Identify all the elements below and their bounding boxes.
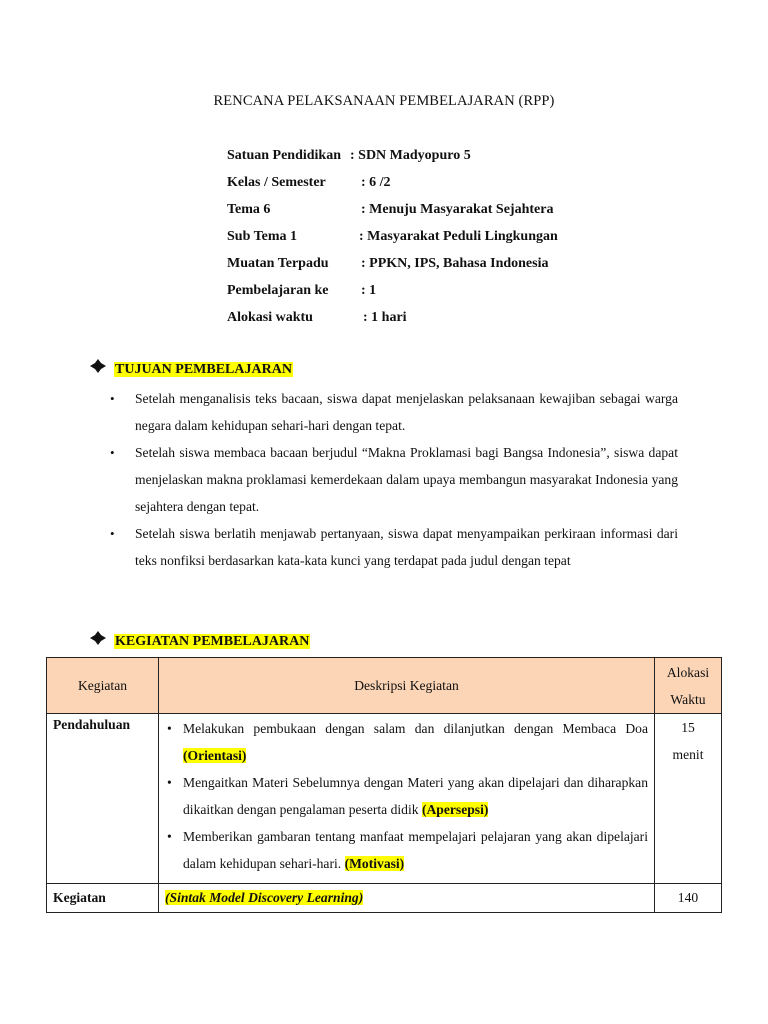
cell-kegiatan: Kegiatan bbox=[47, 884, 159, 913]
bullet-icon: • bbox=[110, 526, 115, 541]
goal-text: Setelah menganalisis teks bacaan, siswa dapat menjelaskan pelaksanaan kewajiban sebagai warga negara dalam kehidupan sehari-hari dengan tepat. bbox=[135, 391, 678, 433]
identity-label: Pembelajaran ke bbox=[227, 283, 329, 298]
identity-label: Tema 6 bbox=[227, 202, 271, 217]
identity-value: : SDN Madyopuro 5 bbox=[350, 148, 471, 163]
column-header-alokasi-line1: Alokasi bbox=[666, 664, 710, 680]
bullet-icon: • bbox=[167, 775, 172, 790]
section-heading-label: KEGIATAN PEMBELAJARAN bbox=[115, 634, 310, 649]
identity-label: Muatan Terpadu bbox=[227, 256, 329, 271]
section-heading-kegiatan bbox=[90, 631, 310, 650]
page-title: RENCANA PELAKSANAAN PEMBELAJARAN (RPP) bbox=[213, 93, 555, 109]
activity-text: Mengaitkan Materi Sebelumnya dengan Materi yang akan dipelajari dan diharapkan dikaitkan dengan pengalaman peserta didik bbox=[183, 775, 648, 817]
identity-value: : 1 bbox=[361, 283, 377, 298]
diamond-bullet-icon bbox=[90, 359, 108, 378]
list-item bbox=[108, 439, 678, 520]
activity-text: Melakukan pembukaan dengan salam dan dilanjutkan dengan Membaca Doa bbox=[183, 721, 648, 736]
bullet-icon: • bbox=[110, 391, 115, 406]
cell-kegiatan: Pendahuluan bbox=[47, 714, 159, 884]
list-item bbox=[108, 385, 678, 439]
list-item bbox=[165, 769, 648, 823]
identity-value: : PPKN, IPS, Bahasa Indonesia bbox=[361, 256, 549, 271]
table-row bbox=[47, 714, 722, 884]
alokasi-value: 140 bbox=[677, 890, 699, 905]
activity-tag: (Motivasi) bbox=[344, 856, 405, 871]
cell-deskripsi bbox=[159, 714, 655, 884]
activity-table bbox=[46, 657, 722, 913]
bullet-icon: • bbox=[167, 721, 172, 736]
goal-text: Setelah siswa membaca bacaan berjudul “Makna Proklamasi bagi Bangsa Indonesia”, siswa dapat menjelaskan makna proklamasi kemerdekaan dalam upaya membangun masyarakat Indonesia yang sejahtera dengan tepat. bbox=[135, 445, 678, 514]
cell-deskripsi bbox=[159, 884, 655, 913]
identity-label: Sub Tema 1 bbox=[227, 229, 298, 244]
table-header-row bbox=[47, 658, 722, 714]
column-header-kegiatan: Kegiatan bbox=[47, 658, 159, 714]
activity-text: Memberikan gambaran tentang manfaat mempelajari pelajaran yang akan dipelajari dalam kehidupan sehari-hari. bbox=[183, 829, 648, 871]
identity-value: : 6 /2 bbox=[361, 175, 391, 190]
goal-list bbox=[108, 385, 678, 574]
identity-label: Satuan Pendidikan bbox=[227, 148, 341, 163]
table-row bbox=[47, 884, 722, 913]
column-header-deskripsi: Deskripsi Kegiatan bbox=[159, 658, 655, 714]
sintak-label: (Sintak Model Discovery Learning) bbox=[165, 890, 364, 905]
list-item bbox=[165, 715, 648, 769]
list-item bbox=[165, 823, 648, 877]
column-header-alokasi bbox=[655, 658, 722, 714]
identity-value: : Masyarakat Peduli Lingkungan bbox=[359, 229, 558, 244]
activity-tag: (Orientasi) bbox=[183, 748, 247, 763]
cell-alokasi bbox=[655, 714, 722, 884]
cell-alokasi bbox=[655, 884, 722, 913]
identity-label: Alokasi waktu bbox=[227, 310, 313, 325]
goal-text: Setelah siswa berlatih menjawab pertanyaan, siswa dapat menyampaikan perkiraan informasi dari teks nonfiksi berdasarkan kata-kata kunci yang terdapat pada judul dengan tepat bbox=[135, 526, 678, 568]
column-header-alokasi-line2: Waktu bbox=[670, 691, 706, 707]
activity-tag: (Apersepsi) bbox=[421, 802, 489, 817]
identity-label: Kelas / Semester bbox=[227, 175, 326, 190]
diamond-bullet-icon bbox=[90, 631, 108, 650]
identity-value: : 1 hari bbox=[363, 310, 407, 325]
bullet-icon: • bbox=[110, 445, 115, 460]
section-heading-label: TUJUAN PEMBELAJARAN bbox=[115, 362, 292, 377]
alokasi-unit: menit bbox=[672, 747, 704, 762]
identity-value: : Menuju Masyarakat Sejahtera bbox=[361, 202, 554, 217]
section-heading-tujuan bbox=[90, 359, 293, 378]
bullet-icon: • bbox=[167, 829, 172, 844]
alokasi-value: 15 bbox=[681, 720, 695, 735]
list-item bbox=[108, 520, 678, 574]
